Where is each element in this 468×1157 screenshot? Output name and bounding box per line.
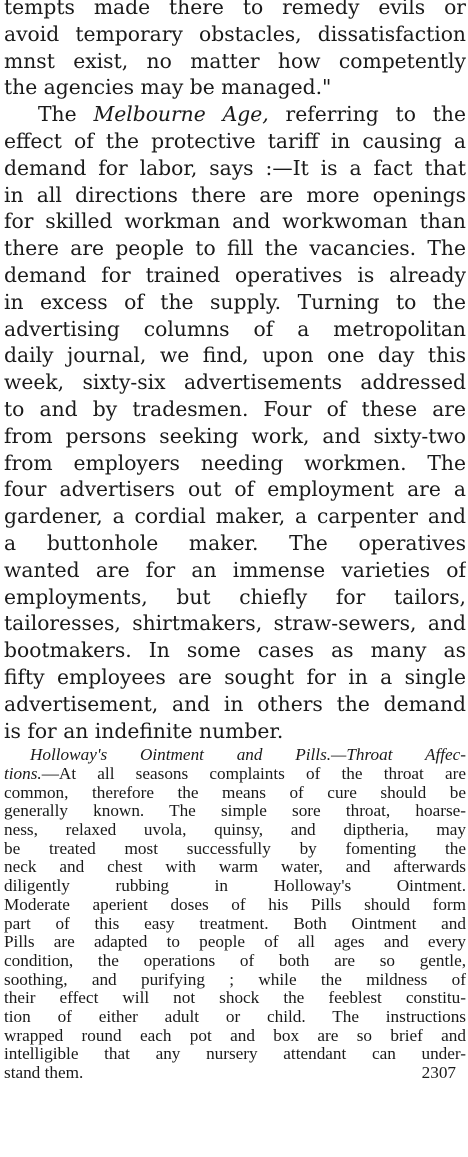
page-number: 2307 (421, 1064, 456, 1082)
text-line: from persons seeking work, and sixty-two (4, 423, 466, 448)
text-line: fifty employees are sought for in a single (4, 664, 466, 689)
text-line: common, therefore the means of cure should be (4, 783, 466, 802)
text-line: the agencies may be managed." (4, 75, 332, 100)
text-line: tempts made there to remedy evils or (4, 0, 466, 19)
text-line: bootmakers. In some cases as many as (4, 638, 466, 663)
text-line: ness, relaxed uvola, quinsy, and diptheria, may (4, 821, 466, 840)
text-line-melbourne: The Melbourne Age, referring to the (38, 102, 466, 127)
text-line: be treated most successfully by fomenting the (4, 839, 466, 858)
text-line: their effect will not shock the feeblest constitu- (4, 989, 466, 1008)
text-line: in all directions there are more openings (4, 182, 466, 207)
text-line: Pills are adapted to people of all ages and every (4, 933, 466, 952)
text-line: from employers needing workmen. The (4, 450, 466, 475)
text-line: four advertisers out of employment are a (4, 477, 466, 502)
text-line: to and by tradesmen. Four of these are (4, 396, 466, 421)
text-line: a buttonhole maker. The operatives (4, 530, 466, 555)
text-line: for skilled workman and workwoman than (4, 209, 466, 234)
text-line: effect of the protective tariff in causing a (4, 128, 466, 153)
text-line: tions.—At all seasons complaints of the throat are (4, 765, 466, 783)
text-line: in excess of the supply. Turning to the (4, 289, 466, 314)
publication-name: Melbourne Age, (93, 102, 269, 127)
text-line: generally known. The simple sore throat, hoarse- (4, 802, 466, 821)
article-body (4, 0, 466, 744)
text-line-last: stand them. 2307 (4, 1064, 456, 1082)
text-line: part of this easy treatment. Both Ointment and (4, 914, 466, 933)
text-line: demand for trained operatives is already (4, 262, 466, 287)
text-line: intelligible that any nursery attendant can under- (4, 1045, 466, 1064)
newspaper-column (4, 0, 466, 1083)
text-line: employments, but chiefly for tailors, (4, 584, 466, 609)
advert-title: Holloway's Ointment and Pills.—Throat Affec- (30, 746, 466, 765)
text-line: is for an indefinite number. (4, 718, 284, 743)
text-line: demand for labor, says :—It is a fact that (4, 155, 466, 180)
text-line: there are people to fill the vacancies. The (4, 236, 466, 261)
text-line: avoid temporary obstacles, dissatisfaction (4, 21, 466, 46)
text-line: soothing, and purifying ; while the mildness of (4, 970, 466, 989)
text-line: Moderate aperient doses of his Pills should form (4, 895, 466, 914)
text-line: wrapped round each pot and box are so brief and (4, 1026, 466, 1045)
text-line: condition, the operations of both are so gentle, (4, 951, 466, 970)
text-line: advertising columns of a metropolitan (4, 316, 466, 341)
text-line: daily journal, we find, upon one day this (4, 343, 466, 368)
text-line: wanted are for an immense varieties of (4, 557, 466, 582)
text-line: mnst exist, no matter how competently (4, 48, 466, 73)
text-line: week, sixty-six advertisements addressed (4, 370, 466, 395)
text-line: tailoresses, shirtmakers, straw-sewers, and (4, 611, 466, 636)
text-line: advertisement, and in others the demand (4, 691, 466, 716)
text-line: tion of either adult or child. The instructions (4, 1007, 466, 1026)
text-line: diligently rubbing in Holloway's Ointment. (4, 877, 466, 896)
text-line: neck and chest with warm water, and afterwards (4, 858, 466, 877)
holloway-advertisement (4, 746, 466, 1082)
text-line: gardener, a cordial maker, a carpenter and (4, 504, 466, 529)
